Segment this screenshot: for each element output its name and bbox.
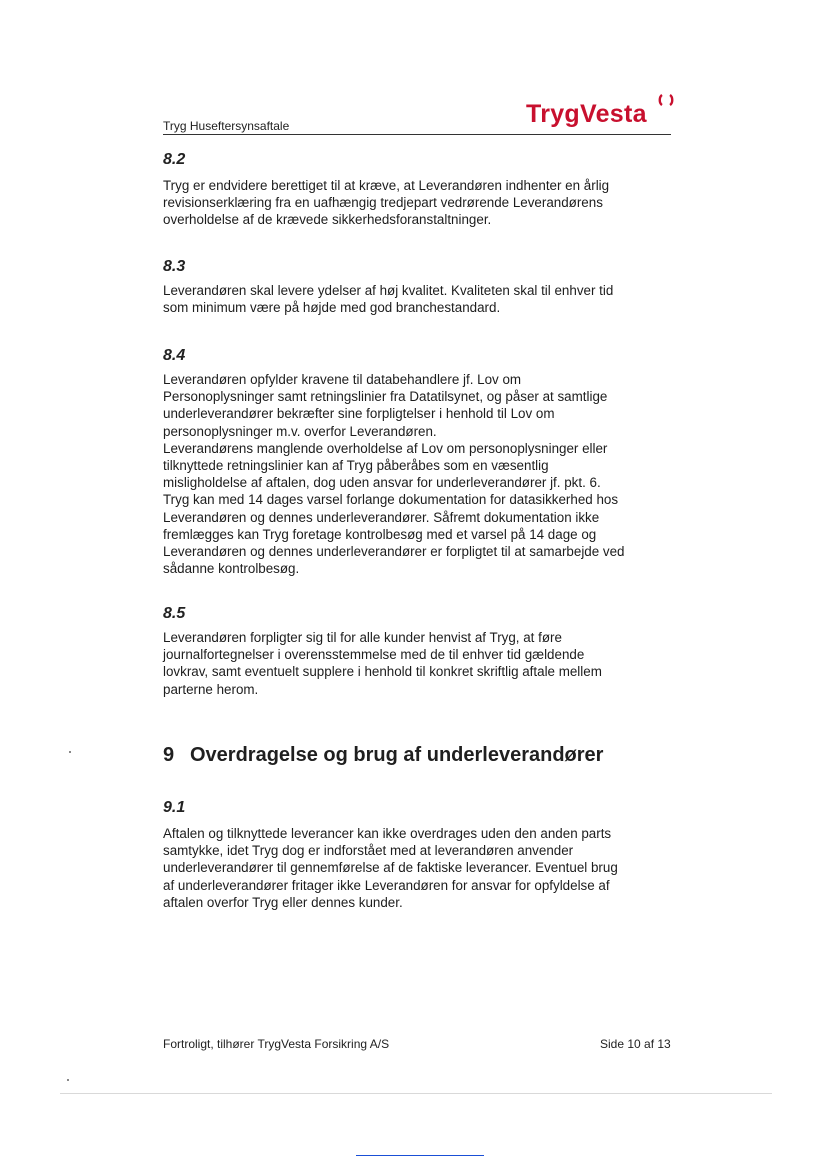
text-line: Leverandøren opfylder kravene til databehandlere jf. Lov om <box>163 372 522 387</box>
section-body-8-5 <box>163 629 678 698</box>
text-line: personoplysninger m.v. overfor Leverandøren. <box>163 423 437 439</box>
text-line: misligholdelse af aftalen, dog uden ansvar for underleverandører jf. pkt. 6. <box>163 475 601 491</box>
text-line: som minimum være på højde med god branchestandard. <box>163 300 501 316</box>
section-heading-8-4: 8.4 <box>163 347 186 364</box>
trygvesta-logo <box>526 92 676 132</box>
text-line: Aftalen og tilknyttede leverancer kan ikke overdrages uden den anden parts <box>163 826 612 841</box>
section-body-8-2 <box>163 177 678 229</box>
text-line: Leverandøren skal levere ydelser af høj kvalitet. Kvaliteten skal til enhver tid <box>163 283 614 298</box>
section-body-8-3 <box>163 282 678 316</box>
header-divider <box>163 134 671 135</box>
trygvesta-mark-icon <box>658 92 674 108</box>
chapter-title: Overdragelse og brug af underleverandører <box>190 744 604 766</box>
footer-confidentiality: Fortroligt, tilhører TrygVesta Forsikring A/S <box>163 1037 390 1051</box>
section-body-8-4 <box>163 371 678 577</box>
section-heading-8-3: 8.3 <box>163 258 186 275</box>
logo-wordmark: TrygVesta <box>526 100 647 128</box>
scan-edge-line <box>60 1093 772 1094</box>
text-line: fremlægges kan Tryg foretage kontrolbesøg med et varsel på 14 dage og <box>163 526 597 542</box>
text-line: Personoplysninger samt retningslinier fra Datatilsynet, og påser at samtlige <box>163 389 608 405</box>
section-heading-8-5: 8.5 <box>163 605 186 622</box>
text-line: underleverandører til gennemførelse af de faktiske leverancer. Eventuel brug <box>163 860 618 876</box>
text-line: aftalen overfor Tryg eller dennes kunder. <box>163 894 403 910</box>
text-line: sådanne kontrolbesøg. <box>163 561 300 577</box>
text-line: Tryg kan med 14 dages varsel forlange dokumentation for datasikkerhed hos <box>163 492 619 508</box>
text-line: Leverandøren og dennes underleverandører. Såfremt dokumentation ikke <box>163 509 600 525</box>
scan-speck <box>69 751 71 753</box>
text-line: underleverandører bekræfter sine forpligtelser i henhold til Lov om <box>163 406 555 422</box>
text-line: samtykke, idet Tryg dog er indforstået med at leverandøren anvender <box>163 843 574 859</box>
bottom-link-underline[interactable] <box>356 1155 484 1156</box>
section-heading-8-2: 8.2 <box>163 151 186 168</box>
chapter-number: 9 <box>163 744 175 766</box>
document-header-title: Tryg Huseftersynsaftale <box>163 119 290 133</box>
text-line: tilknyttede retningslinier kan af Tryg påberåbes som en væsentlig <box>163 458 549 474</box>
text-line: Leverandørens manglende overholdelse af Lov om personoplysninger eller <box>163 440 608 456</box>
text-line: journalfortegnelser i overensstemmelse med de til enhver tid gældende <box>163 647 585 663</box>
text-line: Leverandøren forpligter sig til for alle kunder henvist af Tryg, at føre <box>163 630 562 645</box>
text-line: Leverandøren og dennes underleverandører er forpligtet til at samarbejde ved <box>163 544 625 560</box>
text-line: lovkrav, samt eventuelt supplere i henhold til konkret skriftlig aftale mellem <box>163 664 602 680</box>
text-line: overholdelse af de krævede sikkerhedsforanstaltninger. <box>163 212 492 228</box>
chapter-heading <box>163 744 603 767</box>
section-body-9-1 <box>163 825 678 911</box>
text-line: revisionserklæring fra en uafhængig tredjepart vedrørende Leverandørens <box>163 195 603 211</box>
scan-speck <box>67 1079 69 1081</box>
text-line: parterne herom. <box>163 681 259 697</box>
section-heading-9-1: 9.1 <box>163 799 186 816</box>
text-line: Tryg er endvidere berettiget til at kræve, at Leverandøren indhenter en årlig <box>163 178 610 193</box>
text-line: af underleverandører fritager ikke Leverandøren for ansvar for opfyldelse af <box>163 877 610 893</box>
footer-page-number: Side 10 af 13 <box>600 1037 671 1051</box>
